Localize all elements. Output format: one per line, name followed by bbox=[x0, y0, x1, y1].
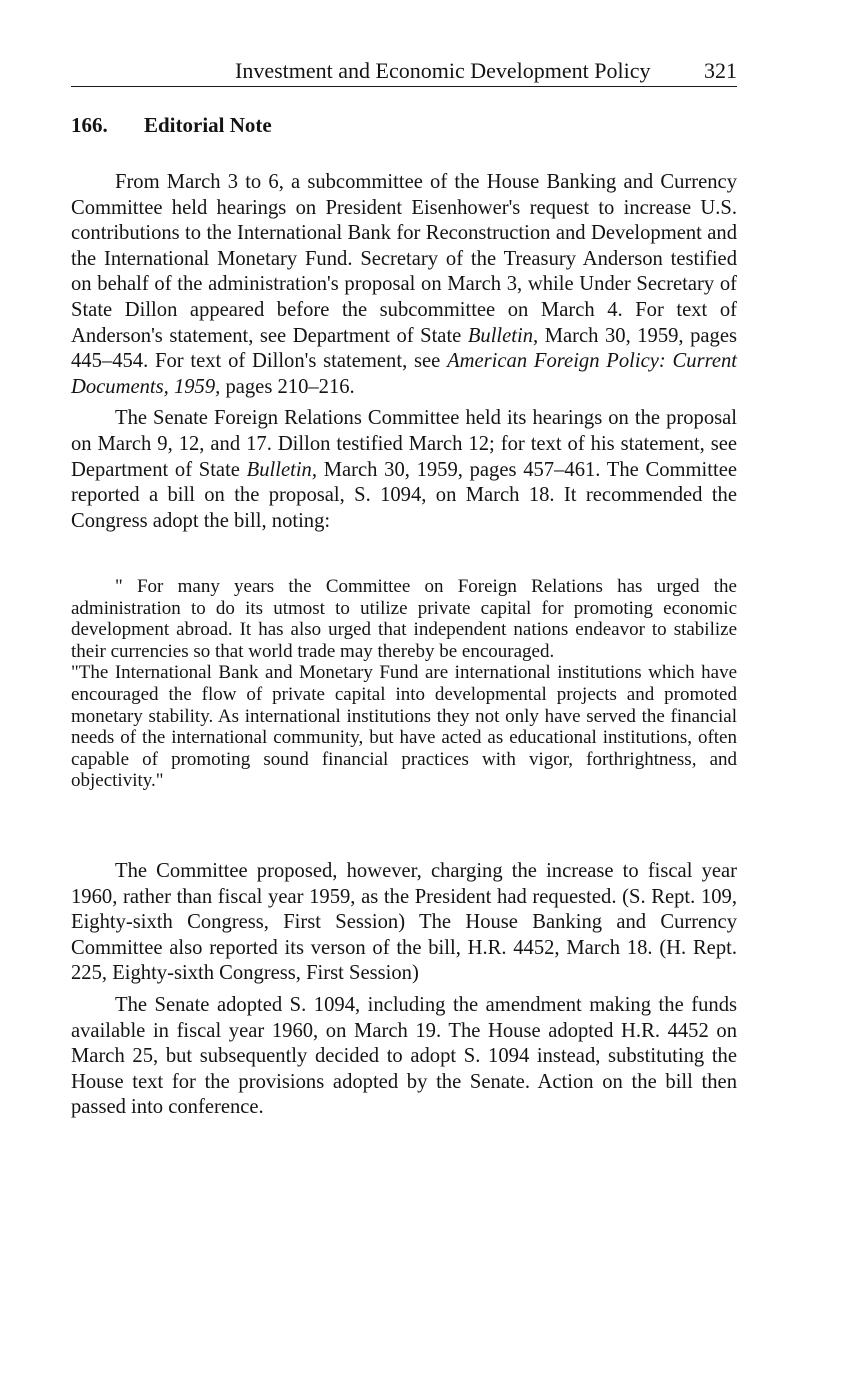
italic-citation: Bulletin, bbox=[467, 324, 539, 347]
note-number: 166. bbox=[71, 113, 108, 137]
paragraph-committee-proposal: The Committee proposed, however, charging the increase to fiscal year 1960, rather than fiscal year 1959, as the President had requested. (S. Rept. 109, Eighty-sixth Congress, First Session) The House Banking and Currency Committee also reported its verson of the bill, H.R. 4452, March 18. (H. Rept. 225, Eighty-sixth Congress, First Session) bbox=[71, 860, 737, 985]
paragraph-senate-hearings bbox=[71, 406, 737, 534]
text-segment: The Senate Foreign Relations Committee held its hearings on the proposal on March 9, 12, and 17. Dillon testified March 12; for text of his statement, see Department of State bbox=[71, 407, 737, 481]
text-segment: March 30, 1959, pages 445–454. For text of Dillon's statement, see bbox=[71, 324, 737, 373]
paragraph-house-hearings bbox=[71, 170, 737, 400]
italic-citation: American Foreign Policy: Current Documents, 1959, bbox=[71, 350, 737, 398]
running-header bbox=[71, 58, 737, 87]
quote-paragraph-2: "The International Bank and Monetary Fund are international institutions which have encouraged the flow of private capital into developmental projects and promoted monetary stability. As international institutions they not only have served the financial needs of the international community, but have acted as educational institutions, often capable of promoting sound financial practices with vigor, forthrightness, and objectivity." bbox=[71, 662, 737, 792]
text-segment: March 30, 1959, pages 457–461. The Committee reported a bill on the proposal, S. 1094, on March 18. It recommended the Congress adopt the bill, noting: bbox=[71, 458, 737, 532]
note-title: Editorial Note bbox=[144, 113, 272, 137]
block-quote bbox=[71, 576, 737, 792]
body-block-conclusion bbox=[71, 859, 737, 1127]
note-heading bbox=[71, 112, 272, 138]
text-segment: From March 3 to 6, a subcommittee of the House Banking and Currency Committee held hearings on President Eisenhower's request to increase U.S. contributions to the International Bank for Reconstruction and Development and the International Monetary Fund. Secretary of the Treasury Anderson testified on behalf of the administration's proposal on March 3, while Under Secretary of State Dillon appeared before the subcommittee on March 4. For text of Anderson's statement, see Department of State bbox=[71, 171, 737, 347]
running-title: Investment and Economic Development Policy bbox=[235, 58, 651, 83]
quote-paragraph-1: " For many years the Committee on Foreign Relations has urged the administration to do its utmost to utilize private capital for promoting economic development abroad. It has also urged that independent nations endeavor to stabilize their currencies so that world trade may thereby be encouraged. bbox=[71, 576, 737, 662]
body-block-intro bbox=[71, 170, 737, 540]
italic-citation: Bulletin, bbox=[246, 458, 317, 481]
paragraph-senate-adoption: The Senate adopted S. 1094, including the amendment making the funds available in fiscal year 1960, on March 19. The House adopted H.R. 4452 on March 25, but subsequently decided to adopt S. 1094 instead, substituting the House text for the provisions adopted by the Senate. Action on the bill then passed into conference. bbox=[71, 993, 737, 1119]
text-segment: pages 210–216. bbox=[220, 375, 355, 398]
page-number: 321 bbox=[704, 58, 737, 83]
